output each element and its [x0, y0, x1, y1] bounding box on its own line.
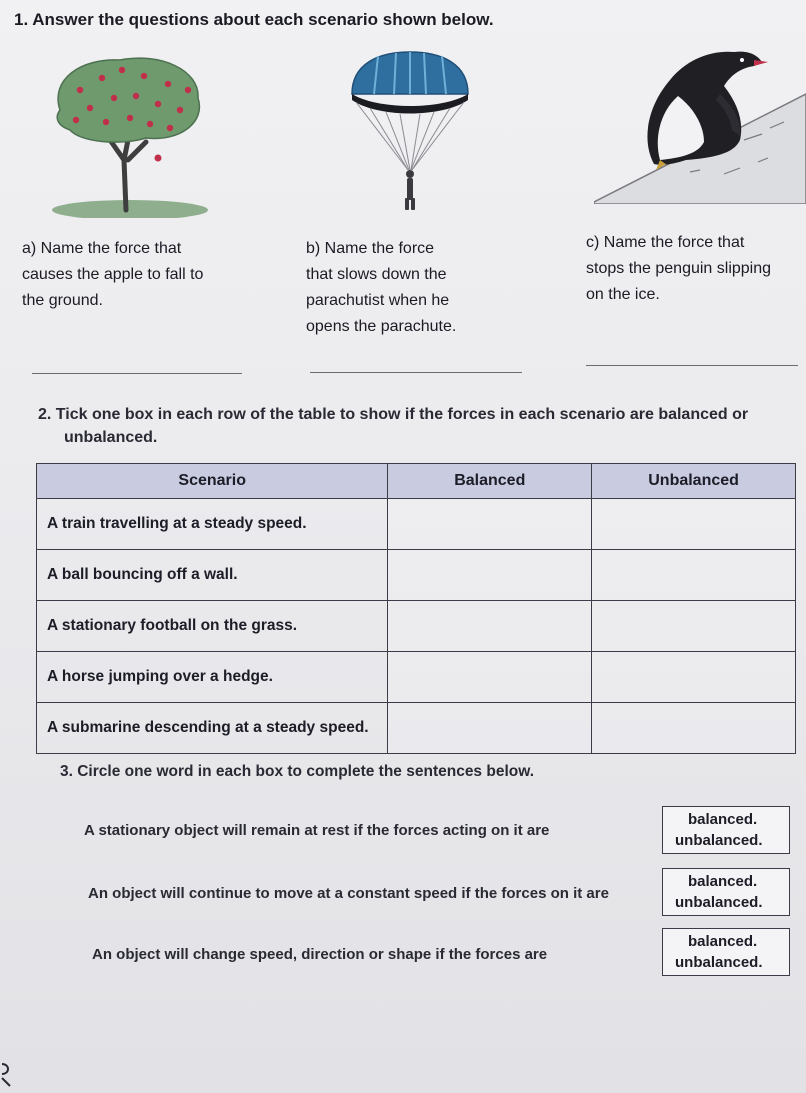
balanced-tick-box[interactable]: [388, 652, 592, 703]
tree-canopy: [57, 58, 199, 142]
penguin-eye: [740, 58, 744, 62]
option-unbalanced[interactable]: unbalanced.: [675, 832, 763, 849]
question-1c-line: c) Name the force that: [586, 234, 745, 251]
table-row: [37, 601, 796, 652]
question-1a-line: causes the apple to fall to: [22, 266, 204, 283]
ground-mound: [52, 200, 208, 218]
scenario-cell: A train travelling at a steady speed.: [37, 499, 388, 550]
balanced-tick-box[interactable]: [388, 703, 592, 754]
unbalanced-tick-box[interactable]: [592, 601, 796, 652]
unbalanced-tick-box[interactable]: [592, 499, 796, 550]
balanced-tick-box[interactable]: [388, 550, 592, 601]
parachute-skirt: [352, 94, 468, 114]
question-2-line: 2. Tick one box in each row of the table to show if the forces in each scenario are balanced or: [38, 406, 749, 423]
unbalanced-tick-box[interactable]: [592, 550, 796, 601]
header-balanced: Balanced: [388, 464, 592, 499]
balanced-tick-box[interactable]: [388, 601, 592, 652]
question-1a-line: a) Name the force that: [22, 240, 182, 257]
question-3-title: 3. Circle one word in each box to complete the sentences below.: [60, 763, 535, 780]
falling-apple: [155, 155, 162, 162]
scenario-cell: A submarine descending at a steady speed.: [37, 703, 388, 754]
unbalanced-tick-box[interactable]: [592, 703, 796, 754]
header-scenario: Scenario: [37, 464, 388, 499]
option-unbalanced[interactable]: unbalanced.: [675, 954, 763, 971]
question-2-line: unbalanced.: [64, 429, 158, 446]
table-header-row: [37, 464, 796, 499]
header-unbalanced: Unbalanced: [592, 464, 796, 499]
option-unbalanced[interactable]: unbalanced.: [675, 894, 763, 911]
question-1c-line: stops the penguin slipping: [586, 260, 772, 277]
question-1a: [22, 236, 203, 314]
option-balanced[interactable]: balanced.: [688, 933, 758, 950]
parachutist-figure: [405, 170, 415, 210]
choice-box-1[interactable]: [662, 806, 790, 854]
table-row: [37, 703, 796, 754]
penguin-illustration: [594, 42, 806, 204]
question-2-instructions: [38, 403, 748, 449]
question-1b-line: that slows down the: [306, 266, 447, 283]
scenario-cell: A ball bouncing off a wall.: [37, 550, 388, 601]
answer-line-1b[interactable]: [310, 372, 522, 373]
answer-line-1c[interactable]: [586, 365, 798, 366]
sentence-2: An object will continue to move at a constant speed if the forces on it are: [88, 885, 609, 902]
parachutist-illustration: [348, 50, 472, 212]
question-1b-line: opens the parachute.: [306, 318, 457, 335]
scenario-cell: A horse jumping over a hedge.: [37, 652, 388, 703]
question-1b: [306, 236, 456, 340]
scenario-cell: A stationary football on the grass.: [37, 601, 388, 652]
option-balanced[interactable]: balanced.: [688, 873, 758, 890]
question-1c: [586, 230, 771, 308]
sentence-3: An object will change speed, direction or shape if the forces are: [92, 946, 548, 963]
question-1-title: 1. Answer the questions about each scenario shown below.: [14, 10, 494, 29]
option-balanced[interactable]: balanced.: [688, 811, 758, 828]
choice-box-3[interactable]: [662, 928, 790, 976]
apple-tree-illustration: [50, 50, 210, 218]
answer-line-1a[interactable]: [32, 373, 242, 374]
question-1b-line: parachutist when he: [306, 292, 450, 309]
balanced-tick-box[interactable]: [388, 499, 592, 550]
unbalanced-tick-box[interactable]: [592, 652, 796, 703]
question-1a-line: the ground.: [22, 292, 103, 309]
table-row: [37, 652, 796, 703]
page-edge-mark: [0, 1060, 14, 1090]
forces-table: [36, 463, 796, 754]
table-row: [37, 550, 796, 601]
question-1b-line: b) Name the force: [306, 240, 435, 257]
choice-box-2[interactable]: [662, 868, 790, 916]
sentence-1: A stationary object will remain at rest if the forces acting on it are: [84, 822, 550, 839]
question-1c-line: on the ice.: [586, 286, 660, 303]
table-row: [37, 499, 796, 550]
